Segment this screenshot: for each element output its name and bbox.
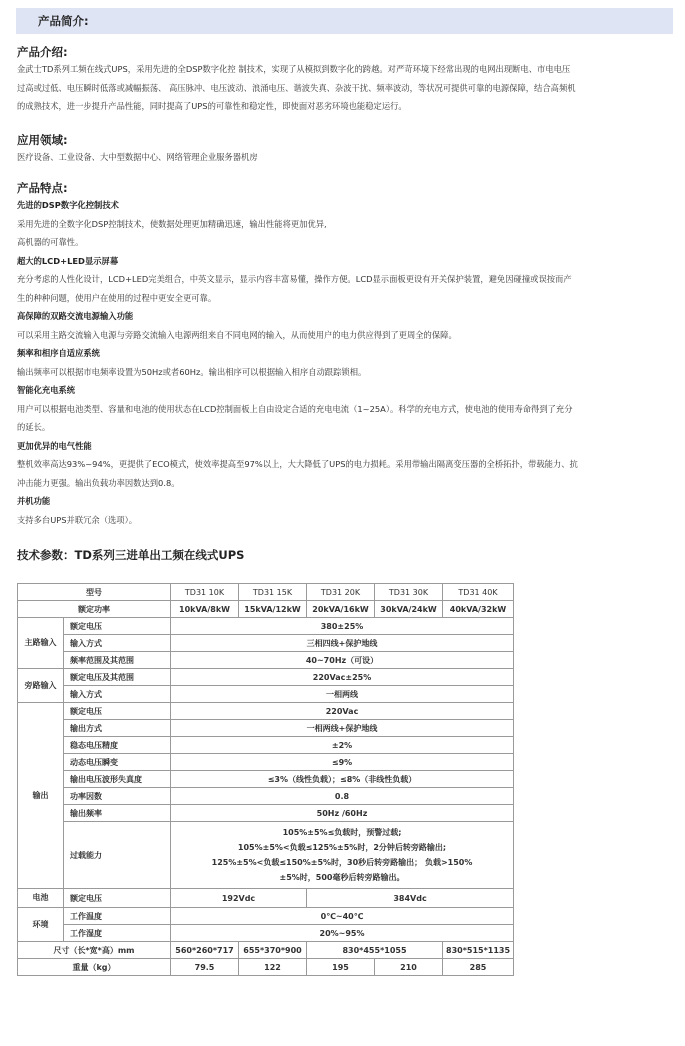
value-cell: 384Vdc [307,889,514,908]
table-row [18,959,514,976]
model-cell: TD31 40K [443,584,514,601]
table-row [18,703,514,720]
row-label: 输入方式 [64,686,171,703]
row-label: 额定电压 [64,703,171,720]
overload-line: 105%±5%<负载≤125%±5%时，2分钟后转旁路输出; [237,843,447,852]
table-row [18,822,514,889]
intro-line: 过高或过低、电压瞬时低落或减幅振荡、 高压脉冲、电压波动、浪涌电压、谐波失真、杂波干扰、频率波动，等状况可提供可靠的电源保障，结合高频机 [17,82,576,93]
value-cell: 220Vac [171,703,514,720]
feature-title: 更加优异的电气性能 [17,440,92,451]
feature-title: 先进的DSP数字化控制技术 [17,200,119,210]
value-cell: ≤3%（线性负载）；≤8%（非线性负载） [171,771,514,788]
power-cell: 30kVA/24kW [375,601,443,618]
intro-heading: 产品介绍: [17,45,68,59]
feature-line: 冲击能力更强。输出负载功率因数达到0.8。 [17,477,180,488]
value-cell: 380±25% [171,618,514,635]
intro-line: 的成熟技术，进一步提升产品性能，同时提高了UPS的可靠性和稳定性，即使面对恶劣环境也能稳定运行。 [17,101,407,111]
table-row [18,652,514,669]
row-label: 输出电压波形失真度 [64,771,171,788]
value-cell: 220Vac±25% [171,669,514,686]
table-row [18,618,514,635]
size-cell: 830*455*1055 [307,942,443,959]
table-row [18,584,514,601]
power-cell: 20kVA/16kW [307,601,375,618]
weight-cell: 285 [443,959,514,976]
size-cell: 830*515*1135 [443,942,514,959]
value-cell: 20%~95% [171,925,514,942]
feature-line: 输出频率可以根据市电频率设置为50Hz或者60Hz。输出相序可以根据输入相序自动跟踪锁相。 [17,366,367,377]
row-label: 额定电压 [64,889,171,908]
model-cell: TD31 30K [375,584,443,601]
overload-line: 105%±5%≤负载时，预警过载; [282,828,402,837]
row-label: 动态电压瞬变 [64,754,171,771]
power-cell: 40kVA/32kW [443,601,514,618]
feature-line: 用户可以根据电池类型、容量和电池的使用状态在LCD控制面板上自由设定合适的充电电流（1~25A）。科学的充电方式，使电池的使用寿命得到了充分 [17,403,573,414]
application-line: 医疗设备、工业设备、大中型数据中心、网络管理企业服务器机房 [17,151,258,162]
power-cell: 10kVA/8kW [171,601,239,618]
value-cell: 0℃~40℃ [171,908,514,925]
group-output: 输出 [18,703,64,889]
size-cell: 655*370*900 [239,942,307,959]
model-cell: TD31 15K [239,584,307,601]
table-row [18,942,514,959]
row-label: 额定电压及其范围 [64,669,171,686]
table-row [18,669,514,686]
value-cell: ±2% [171,737,514,754]
feature-line: 整机效率高达93%~94%，更提供了ECO模式，使效率提高至97%以上，大大降低了UPS的电力损耗。采用带输出隔离变压器的全桥拓扑，带载能力、抗 [17,459,578,469]
model-cell: TD31 20K [307,584,375,601]
overload-line: ±5%时，500毫秒后转旁路输出。 [279,873,405,882]
row-label: 输出频率 [64,805,171,822]
table-row [18,737,514,754]
value-cell: 三相四线+保护地线 [171,635,514,652]
row-label: 输出方式 [64,720,171,737]
product-content [17,44,673,563]
section-title: 产品简介: [38,14,89,28]
table-row [18,788,514,805]
value-cell: 192Vdc [171,889,307,908]
feature-line: 充分考虑的人性化设计，LCD+LED完美组合，中英文显示，显示内容丰富易懂，操作方便。LCD显示面板更设有开关保护装置，避免因碰撞或误按而产 [17,274,572,284]
feature-line: 的延长。 [17,422,51,432]
feature-line: 采用先进的全数字化DSP控制技术，使数据处理更加精确迅速，输出性能将更加优异, [17,218,327,229]
group-main-input: 主路输入 [18,618,64,669]
size-cell: 560*260*717 [171,942,239,959]
feature-line: 高机器的可靠性。 [17,237,84,247]
value-cell: 一相两线+保护地线 [171,720,514,737]
table-row [18,771,514,788]
feature-line: 可以采用主路交流输入电源与旁路交流输入电源两组来自不同电网的输入，从而使用户的电力供应得到了更周全的保障。 [17,329,457,340]
value-cell: 0.8 [171,788,514,805]
intro-line: 金武士TD系列工频在线式UPS，采用先进的全DSP数字化控 制技术，实现了从模拟到数字化的跨越。对严苛环境下经常出现的电网出现断电、市电电压 [17,64,571,74]
group-environment: 环境 [18,908,64,942]
application-heading: 应用领域: [17,132,68,147]
table-row [18,925,514,942]
row-label: 频率范围及其范围 [64,652,171,669]
row-label: 稳态电压精度 [64,737,171,754]
value-cell: ≤9% [171,754,514,771]
row-label: 额定电压 [64,618,171,635]
model-cell: TD31 10K [171,584,239,601]
row-label: 功率因数 [64,788,171,805]
table-row [18,601,514,618]
params-heading: 技术参数：TD系列三进单出工频在线式UPS [17,548,245,562]
overload-cell [171,822,514,889]
weight-cell: 79.5 [171,959,239,976]
weight-cell: 195 [307,959,375,976]
weight-cell: 122 [239,959,307,976]
power-label: 额定功率 [18,601,171,618]
value-cell: 一相两线 [171,686,514,703]
model-label: 型号 [18,584,171,601]
weight-label: 重量（kg） [18,959,171,976]
overload-line: 125%±5%<负载≤150%±5%时，30秒后转旁路输出； 负载>150% [211,858,473,867]
feature-title: 智能化充电系统 [17,385,76,395]
group-battery: 电池 [18,889,64,908]
table-row [18,805,514,822]
row-label: 输入方式 [64,635,171,652]
section-header-bar [16,8,673,34]
feature-title: 高保障的双路交流电源输入功能 [17,311,134,321]
row-label: 过载能力 [64,822,171,889]
value-cell: 50Hz /60Hz [171,805,514,822]
power-cell: 15kVA/12kW [239,601,307,618]
spec-table [17,583,514,976]
feature-line: 生的种种问题，使用户在使用的过程中更安全更可靠。 [17,292,217,303]
table-row [18,754,514,771]
value-cell: 40~70Hz（可设） [171,652,514,669]
table-row [18,889,514,908]
group-bypass-input: 旁路输入 [18,669,64,703]
table-row [18,720,514,737]
row-label: 工作湿度 [64,925,171,942]
feature-title: 并机功能 [17,496,51,506]
weight-cell: 210 [375,959,443,976]
feature-title: 频率和相序自适应系统 [17,348,100,358]
table-row [18,686,514,703]
features-heading: 产品特点: [17,181,68,195]
feature-line: 支持多台UPS并联冗余（选项）。 [17,514,138,525]
feature-title: 超大的LCD+LED显示屏幕 [17,255,119,266]
table-row [18,908,514,925]
size-label: 尺寸（长*宽*高）mm [18,942,171,959]
row-label: 工作温度 [64,908,171,925]
table-row [18,635,514,652]
